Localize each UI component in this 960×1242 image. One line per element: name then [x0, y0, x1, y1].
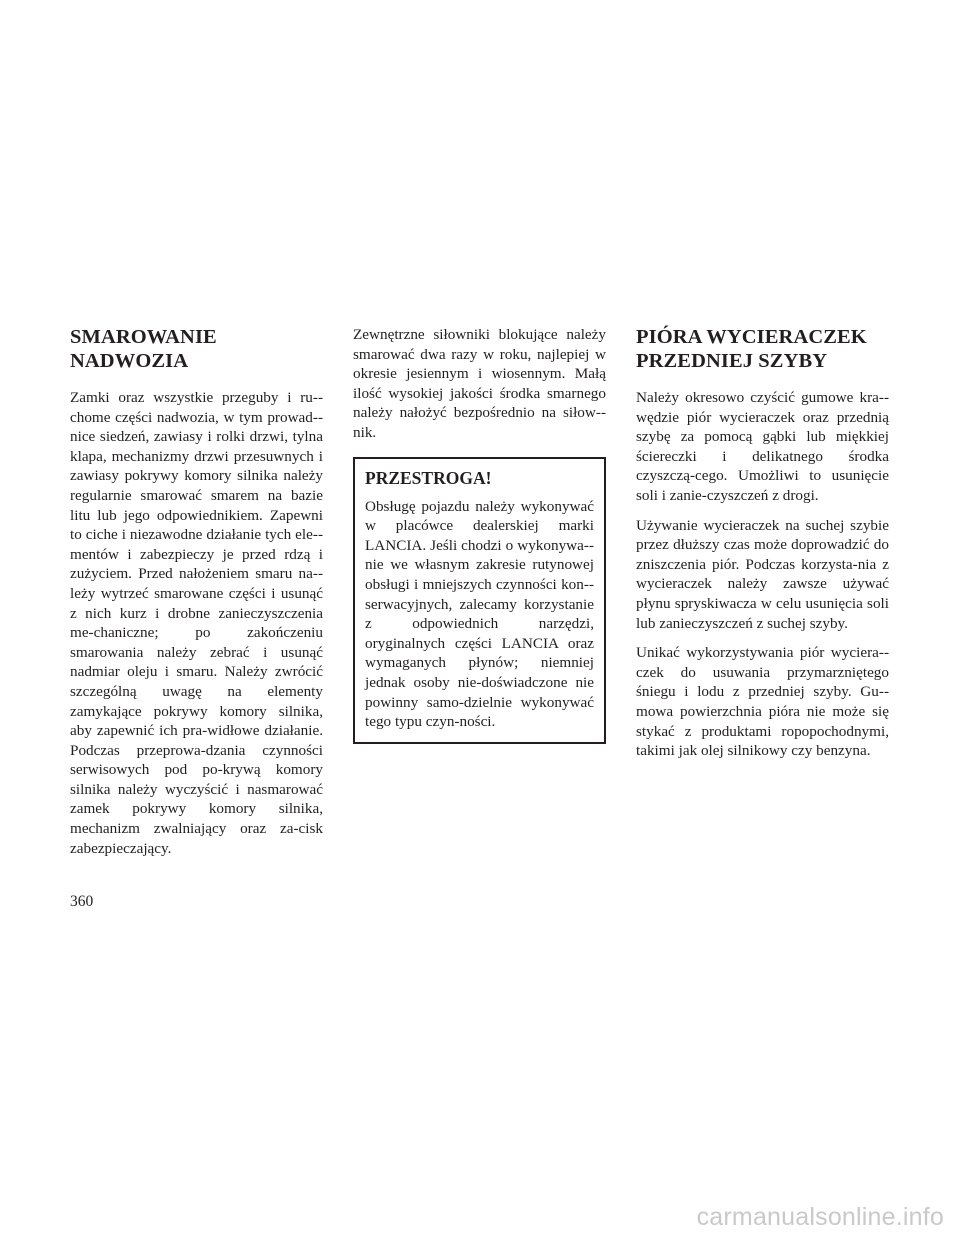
- warning-text: Obsługę pojazdu należy wykonywać w placówce dealerskiej marki LANCIA. Jeśli chodzi o wykonywa-nie we własnym zakresie rutynowej obsługi i mniejszych czynności kon-serwacyjnych, zalecamy korzystanie z odpowiednich narzędzi, oryginalnych części LANCIA oraz wymaganych płynów; niemniej jednak osoby nie-doświadczone nie powinny samo-dzielnie wykonywać tego typu czyn-ności.: [365, 497, 594, 731]
- wiper-paragraph-1: Należy okresowo czyścić gumowe kra-wędzie piór wycieraczek oraz przednią szybę za pomocą gąbki lub miękkiej ściereczki i delikatnego środka czyszczą-cego. Umożliwi to usunięcie soli i zanie-czyszczeń z drogi.: [636, 389, 889, 504]
- right-column: [636, 325, 889, 771]
- lubrication-paragraph: Zamki oraz wszystkie przeguby i ru-chome części nadwozia, w tym prowad-nice siedzeń, zawiasy i rolki drzwi, tylna klapa, mechanizmy drzwi przesuwnych i zawiasy pokrywy komory silnika należy regularnie smarować smarem na bazie litu lub jego odpowiednikiem. Zapewni to ciche i niezawodne działanie tych ele-mentów i zabezpieczy je przed rdzą i zużyciem. Przed nałożeniem smaru na-leży wytrzeć smarowane części i usunąć z nich kurz i drobne zanieczyszczenia me-chaniczne; po zakończeniu smarowania należy zebrać i usunąć nadmiar oleju i smaru. Należy zwrócić szczególną uwagę na elementy zamykające pokrywy komory silnika, aby zapewnić ich pra-widłowe działanie. Podczas przeprowa-dzania czynności serwisowych pod po-krywą komory silnika należy wyczyścić i nasmarować zamek pokrywy komory silnika, mechanizm zwalniający oraz za-cisk zabezpieczający.: [70, 389, 323, 857]
- section-title-line-2: PRZEDNIEJ SZYBY: [636, 350, 828, 372]
- middle-column: [353, 325, 606, 744]
- section-title-line-2: NADWOZIA: [70, 350, 189, 372]
- watermark: carmanualsonline.info: [696, 1203, 944, 1231]
- section-title-line-1: SMAROWANIE: [70, 326, 217, 348]
- page-number: 360: [70, 893, 94, 910]
- section-title-line-1: PIÓRA WYCIERACZEK: [636, 326, 867, 348]
- wiper-paragraph-3: Unikać wykorzystywania piór wyciera-czek do usuwania przymarzniętego śniegu i lodu z przedniej szyby. Gu-mowa powierzchnia pióra nie może się stykać z produktami ropopochodnymi, takimi jak olej silnikowy czy benzyna.: [636, 644, 889, 760]
- left-column: [70, 325, 323, 868]
- wiper-paragraph-2: Używanie wycieraczek na suchej szybie przez dłuższy czas może doprowadzić do zniszczenia piór. Podczas korzysta-nia z wycieraczek należy zawsze używać płynu spryskiwacza w celu usunięcia soli lub zanieczyszczeń z suchej szyby.: [636, 516, 889, 632]
- section-title-lubrication: [70, 325, 323, 373]
- actuators-paragraph: Zewnętrzne siłowniki blokujące należy smarować dwa razy w roku, najlepiej w okresie jesiennym i wiosennym. Małą ilość wysokiej jakości środka smarnego należy nałożyć bezpośrednio na siłow-nik.: [353, 326, 606, 441]
- section-title-wiper-blades: [636, 325, 889, 373]
- warning-title: PRZESTROGA!: [365, 467, 492, 488]
- warning-box: [353, 457, 606, 744]
